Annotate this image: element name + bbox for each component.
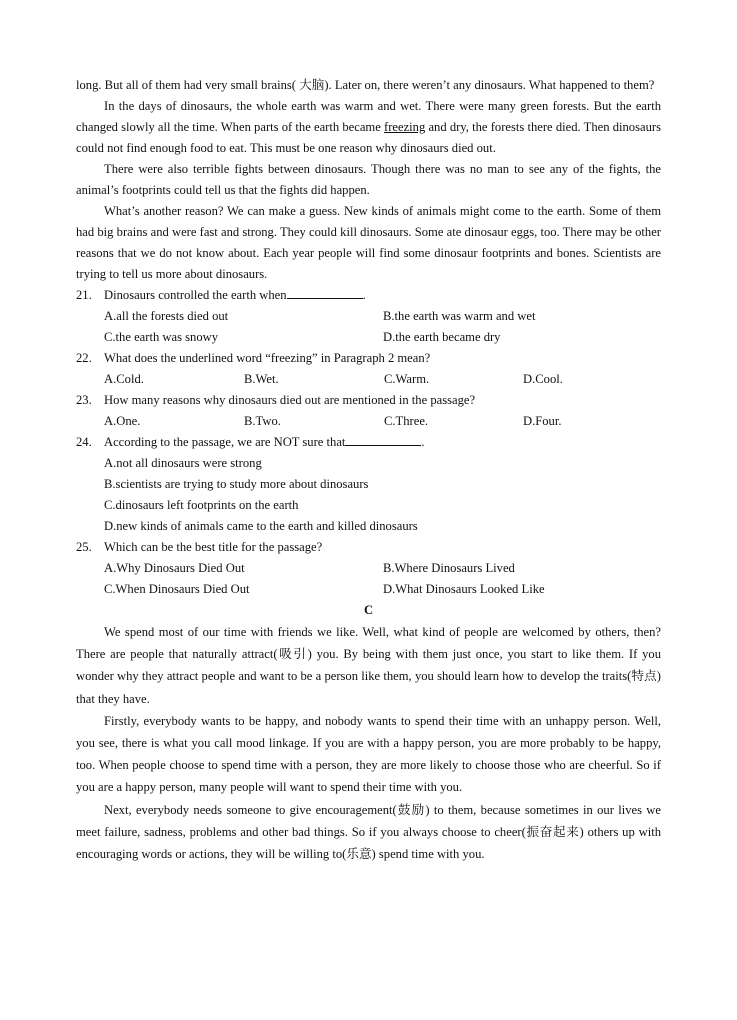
option-c: C.the earth was snowy xyxy=(104,330,219,344)
question-text: What does the underlined word “freezing” in Paragraph 2 mean? xyxy=(104,351,431,365)
answer-blank xyxy=(287,285,363,299)
passage-c-paragraph-3: Next, everybody needs someone to give encouragement(鼓励) to them, because sometimes in our lives we meet failure, sadness, problems and other bad things. So if you always choose to cheer(振奋起来) others up with encouraging words or actions, they will be willing to(乐意) spend time with you. xyxy=(76,802,661,862)
question-number: 21. xyxy=(76,288,92,302)
question-number: 23. xyxy=(76,393,92,407)
passage-b xyxy=(76,75,661,865)
underlined-word-freezing: freezing xyxy=(384,120,426,134)
passage-c-paragraph-2: Firstly, everybody wants to be happy, and nobody wants to spend their time with an unhappy person. Well, you see, there is what you call mood linkage. If you are with a happy person, you are more probably to be happy, too. When people choose to spend time with a person, they are more likely to choose those who are cheerful. So if you are a happy person, many people will want to spend their time with you. xyxy=(76,713,661,795)
option-b: B.the earth was warm and wet xyxy=(383,309,536,323)
option-c: C.Warm. xyxy=(384,372,430,386)
question-number: 24. xyxy=(76,435,92,449)
option-c: C.Three. xyxy=(384,414,429,428)
option-a: A.Cold. xyxy=(104,372,144,386)
option-a: A.all the forests died out xyxy=(104,309,229,323)
paragraph-1-part-a: In the days of dinosaurs, the whole earth was warm and wet. There were many green forests. But the earth changed slowly all the time. When parts of the earth became xyxy=(76,99,661,134)
question-number: 22. xyxy=(76,351,92,365)
option-c: C.When Dinosaurs Died Out xyxy=(104,582,250,596)
passage-b-paragraph-1 xyxy=(76,96,661,159)
question-21: 21. Dinosaurs controlled the earth when . A.all the forests died out B.the earth was warm and wet C.the earth was snowy D.the earth became dry xyxy=(76,285,661,348)
option-b: B.Wet. xyxy=(244,372,279,386)
question-22 xyxy=(76,348,661,390)
question-text: Which can be the best title for the passage? xyxy=(104,540,323,554)
option-a: A.One. xyxy=(104,414,141,428)
option-a: A.Why Dinosaurs Died Out xyxy=(104,561,245,575)
option-d: D.What Dinosaurs Looked Like xyxy=(383,582,545,596)
option-b: B.Where Dinosaurs Lived xyxy=(383,561,515,575)
paragraph-1-part-b: and dry, the forests there died. Then dinosaurs could not find enough food to eat. This must be one reason why dinosaurs died out. xyxy=(76,120,661,155)
option-d: D.Cool. xyxy=(523,372,563,386)
answer-blank xyxy=(345,432,421,446)
option-d: D.the earth became dry xyxy=(383,330,501,344)
option-d: D.Four. xyxy=(523,414,562,428)
option-b: B.scientists are trying to study more about dinosaurs xyxy=(104,477,369,491)
option-d: D.new kinds of animals came to the earth and killed dinosaurs xyxy=(104,519,418,533)
question-text: According to the passage, we are NOT sure that xyxy=(104,435,346,449)
question-25 xyxy=(76,537,661,600)
question-text: Dinosaurs controlled the earth when xyxy=(104,288,287,302)
passage-c xyxy=(76,621,661,865)
option-b: B.Two. xyxy=(244,414,281,428)
question-text: How many reasons why dinosaurs died out are mentioned in the passage? xyxy=(104,393,476,407)
option-c: C.dinosaurs left footprints on the earth xyxy=(104,498,299,512)
passage-b-paragraph-2: There were also terrible fights between dinosaurs. Though there was no man to see any of the fights, the animal’s footprints could tell us that the fights did happen. xyxy=(76,162,661,197)
passage-b-paragraph-3: What’s another reason? We can make a guess. New kinds of animals might come to the earth. Some of them had big brains and were fast and strong. They could kill dinosaurs. Some ate dinosaur eggs, too. There may be other reasons that we do not know about. Each year people will find some dinosaur footprints and bones. Scientists are trying to tell us more about dinosaurs. xyxy=(76,204,661,281)
option-a: A.not all dinosaurs were strong xyxy=(104,456,262,470)
question-24: 24. According to the passage, we are NOT sure that . A.not all dinosaurs were strong B.scientists are trying to study more about dinosaurs C.dinosaurs left footprints on the earth D.new kinds of animals came to the earth and killed dinosaurs xyxy=(76,432,661,537)
passage-b-paragraph-0: long. But all of them had very small brains( 大脑). Later on, there weren’t any dinosaurs. What happened to them? xyxy=(76,78,655,92)
question-23 xyxy=(76,390,661,432)
passage-c-paragraph-1: We spend most of our time with friends we like. Well, what kind of people are welcomed by others, then? There are people that naturally attract(吸引) you. By being with them just once, you start to like them. If you wonder why they attract people and want to be a person like them, you should learn how to develop the traits(特点) that they have. xyxy=(76,625,661,706)
question-number: 25. xyxy=(76,540,92,554)
section-c-heading: C xyxy=(363,603,374,617)
